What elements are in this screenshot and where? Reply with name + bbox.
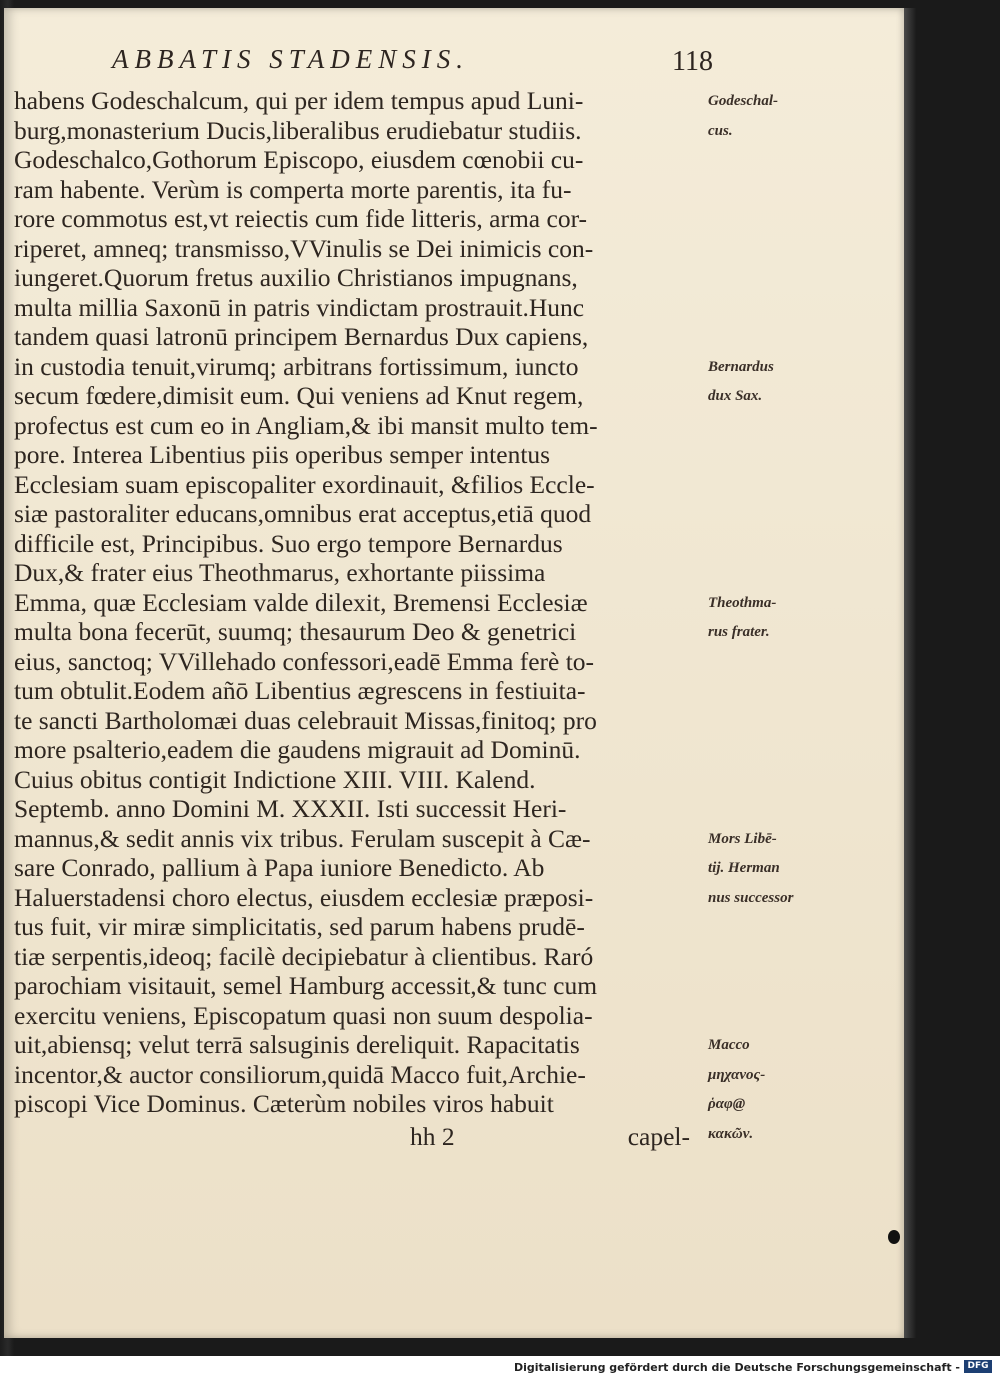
text-line: pore. Interea Libentius piis operibus semper intentus (14, 440, 551, 469)
text-line: Emma, quæ Ecclesiam valde dilexit, Bremensi Ecclesiæ (14, 587, 588, 617)
text-line: tum obtulit.Eodem añō Libentius ægrescens in festiuita- (14, 676, 586, 705)
margin-note: Mors Libē- (708, 830, 777, 847)
text-line: riperet, amneq; transmisso,VVinulis se Dei inimicis con- (14, 233, 594, 263)
text-line: exercitu veniens, Episcopatum quasi non suum despolia- (14, 1000, 593, 1030)
margin-note: ῥαφ@ (708, 1096, 746, 1112)
text-line: iungeret.Quorum fretus auxilio Christianos impugnans, (14, 263, 578, 292)
text-line: multa bona fecerūt, suumq; thesaurum Deo & genetrici (14, 617, 577, 646)
text-line: piscopi Vice Dominus. Cæterùm nobiles viros habuit (14, 1089, 554, 1118)
text-line: ram habente. Verùm is comperta morte parentis, ita fu- (14, 174, 572, 204)
text-line: in custodia tenuit,virumq; arbitrans fortissimum, iuncto (14, 351, 579, 381)
margin-note: cus. (708, 122, 733, 139)
catch-line (14, 1122, 694, 1152)
text-line: sare Conrado, pallium à Papa iuniore Benedicto. Ab (14, 853, 545, 882)
margin-note: Godeschal- (708, 93, 778, 109)
text-line: profectus est cum eo in Angliam,& ibi mansit multo tem- (14, 410, 598, 440)
text-line: Cuius obitus contigit Indictione XIII. VIII. Kalend. (14, 764, 536, 794)
text-line: tandem quasi latronū principem Bernardus Dux capiens, (14, 322, 589, 351)
page-number: 118 (672, 46, 713, 77)
text-line: habens Godeschalcum, qui per idem tempus apud Luni- (14, 86, 584, 115)
running-head: ABBATIS STADENSIS. (112, 44, 469, 74)
digitization-credit: Digitalisierung gefördert durch die Deutsche Forschungsgemeinschaft - (513, 1361, 960, 1374)
text-line: burg,monasterium Ducis,liberalibus erudiebatur studiis. (14, 115, 582, 145)
margin-note: dux Sax. (708, 388, 763, 404)
margin-note: Macco (708, 1037, 750, 1053)
text-line: difficile est, Principibus. Suo ergo tempore Bernardus (14, 528, 563, 558)
text-line: parochiam visitauit, semel Hamburg accessit,& tunc cum (14, 971, 598, 1000)
text-line: eius, sanctoq; VVillehado confessori,eadē Emma ferè to- (14, 646, 595, 676)
text-line: rore commotus est,vt reiectis cum fide litteris, arma cor- (14, 204, 588, 233)
page-edge-shadow (904, 8, 916, 1338)
margin-note: Bernardus (708, 358, 774, 375)
text-line: Septemb. anno Domini M. XXXII. Isti successit Heri- (14, 794, 567, 823)
text-line: siæ pastoraliter educans,omnibus erat acceptus,etiā quod (14, 499, 592, 528)
signature-mark: hh 2 (410, 1122, 455, 1151)
text-line: incentor,& auctor consiliorum,quidā Macco fuit,Archie- (14, 1059, 586, 1089)
text-line: tiæ serpentis,ideoq; facilè decipiebatur à clientibus. Raró (14, 941, 594, 971)
margin-note: rus frater. (708, 624, 770, 640)
text-line: tus fuit, vir miræ simplicitatis, sed parum habens prudē- (14, 912, 585, 941)
dfg-logo: DFG (964, 1360, 992, 1373)
text-line: uit,abiensq; velut terrā salsuginis dereliquit. Rapacitatis (14, 1030, 580, 1059)
text-line: te sancti Bartholomæi duas celebrauit Missas,finitoq; pro (14, 705, 597, 735)
text-line: Dux,& frater eius Theothmarus, exhortante piissima (14, 558, 546, 587)
margin-note: κακῶν. (708, 1125, 754, 1142)
text-line: more psalterio,eadem die gaudens migrauit ad Dominū. (14, 735, 581, 764)
margin-note: μηχανος- (708, 1066, 766, 1083)
ink-dot (888, 1230, 900, 1244)
text-line: Godeschalco,Gothorum Episcopo, eiusdem cœnobii cu- (14, 145, 584, 174)
margin-note: Theothma- (708, 594, 777, 611)
margin-note: tij. Herman (708, 860, 780, 876)
text-line: Ecclesiam suam episcopaliter exordinauit, &filios Eccle- (14, 469, 595, 499)
text-line: secum fœdere,dimisit eum. Qui veniens ad Knut regem, (14, 381, 584, 410)
text-line: multa millia Saxonū in patris vindictam prostrauit.Hunc (14, 292, 585, 322)
text-line: mannus,& sedit annis vix tribus. Ferulam suscepit à Cæ- (14, 823, 591, 853)
text-line: Haluerstadensi choro electus, eiusdem ecclesiæ præposi- (14, 882, 594, 912)
body-text (14, 86, 704, 1119)
margin-note: nus successor (708, 889, 794, 906)
catchword: capel- (627, 1122, 690, 1151)
